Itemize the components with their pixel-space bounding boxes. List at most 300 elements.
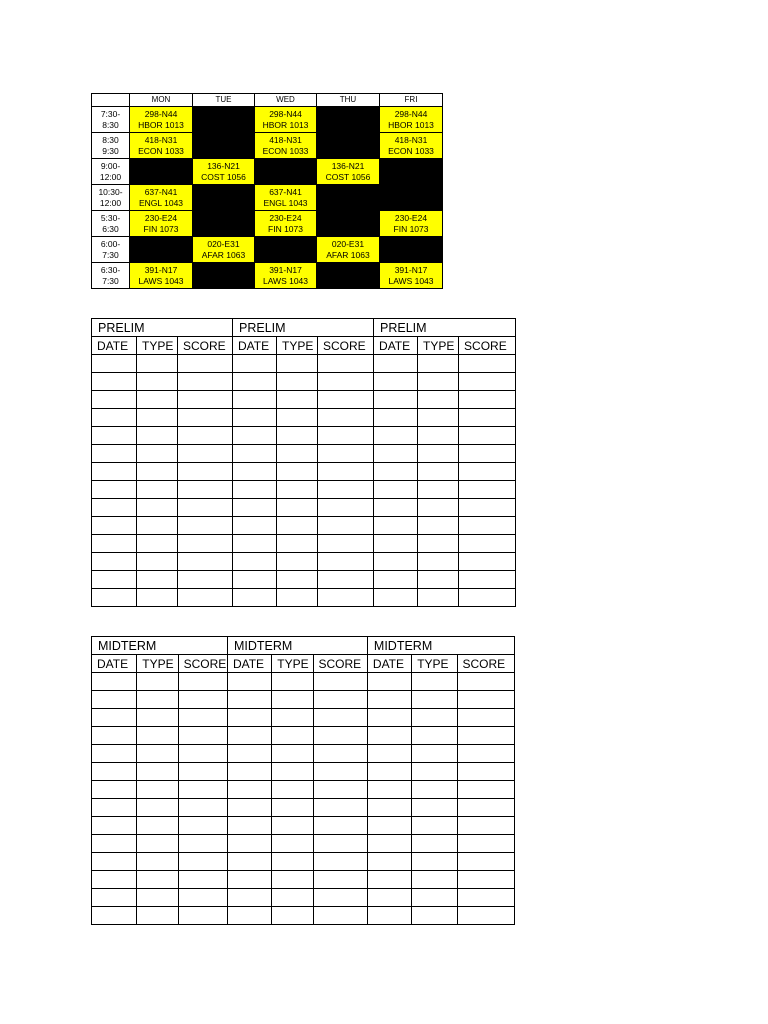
entry-cell: [227, 745, 271, 763]
midterm-entry-row: [92, 871, 515, 889]
entry-cell: [233, 445, 277, 463]
entry-cell: [318, 445, 374, 463]
class-section-code: 298-N44: [144, 108, 178, 119]
entry-cell: [418, 427, 459, 445]
entry-cell: [272, 835, 313, 853]
midterm-entry-row: [92, 745, 515, 763]
class-section-code: 298-N44: [394, 108, 428, 119]
entry-cell: [272, 889, 313, 907]
entry-cell: [178, 589, 233, 607]
entry-cell: [418, 391, 459, 409]
empty-slot-mon: [130, 159, 193, 185]
entry-cell: [374, 589, 418, 607]
entry-cell: [272, 817, 313, 835]
entry-cell: [227, 907, 271, 925]
time-slot-label: 12:00: [99, 171, 122, 182]
entry-cell: [412, 817, 457, 835]
day-header-tue: TUE: [193, 94, 255, 107]
class-course-code: COST 1056: [325, 171, 371, 182]
entry-cell: [367, 817, 411, 835]
entry-cell: [137, 373, 178, 391]
entry-cell: [178, 463, 233, 481]
prelim-entry-row: [92, 571, 516, 589]
entry-cell: [137, 781, 178, 799]
entry-cell: [318, 535, 374, 553]
entry-cell: [459, 481, 516, 499]
entry-cell: [459, 445, 516, 463]
class-cell-mon: [130, 263, 193, 289]
entry-cell: [233, 571, 277, 589]
day-header-fri: FRI: [380, 94, 443, 107]
entry-cell: [457, 709, 515, 727]
entry-cell: [367, 673, 411, 691]
entry-cell: [318, 427, 374, 445]
entry-cell: [412, 871, 457, 889]
entry-cell: [457, 817, 515, 835]
class-cell-wed: [255, 263, 317, 289]
entry-cell: [412, 781, 457, 799]
empty-slot-tue: [193, 107, 255, 133]
entry-cell: [318, 589, 374, 607]
entry-cell: [367, 889, 411, 907]
entry-cell: [178, 355, 233, 373]
entry-cell: [374, 409, 418, 427]
entry-cell: [92, 589, 137, 607]
class-cell-fri: [380, 107, 443, 133]
entry-cell: [178, 517, 233, 535]
class-section-code: 637-N41: [269, 186, 302, 197]
class-course-code: FIN 1073: [143, 223, 179, 234]
schedule-row: [92, 211, 443, 237]
entry-cell: [137, 763, 178, 781]
entry-cell: [92, 481, 137, 499]
class-course-code: LAWS 1043: [138, 275, 184, 286]
entry-cell: [233, 463, 277, 481]
entry-cell: [412, 691, 457, 709]
entry-cell: [178, 499, 233, 517]
entry-cell: [137, 463, 178, 481]
entry-cell: [227, 817, 271, 835]
entry-cell: [227, 781, 271, 799]
entry-cell: [367, 835, 411, 853]
class-cell-fri: [380, 263, 443, 289]
class-cell-thu: [317, 159, 380, 185]
entry-cell: [137, 853, 178, 871]
entry-cell: [412, 673, 457, 691]
entry-cell: [233, 427, 277, 445]
prelim-column-header-row: [92, 337, 516, 355]
time-slot-cell: [92, 263, 130, 289]
entry-cell: [272, 799, 313, 817]
class-section-code: 418-N31: [269, 134, 302, 145]
midterm-entry-row: [92, 781, 515, 799]
entry-cell: [374, 553, 418, 571]
entry-cell: [92, 535, 137, 553]
time-slot-label: 9:00-: [100, 160, 121, 171]
entry-cell: [233, 535, 277, 553]
entry-cell: [412, 709, 457, 727]
entry-cell: [367, 727, 411, 745]
entry-cell: [227, 889, 271, 907]
prelim-grades-table: [91, 318, 516, 607]
class-course-code: COST 1056: [201, 171, 246, 182]
entry-cell: [272, 871, 313, 889]
class-course-code: HBOR 1013: [262, 119, 309, 130]
entry-cell: [313, 871, 367, 889]
entry-cell: [367, 691, 411, 709]
entry-cell: [412, 889, 457, 907]
midterm-entry-row: [92, 835, 515, 853]
entry-cell: [459, 499, 516, 517]
empty-slot-wed: [255, 159, 317, 185]
entry-cell: [418, 517, 459, 535]
entry-cell: [178, 709, 227, 727]
empty-slot-tue: [193, 211, 255, 237]
entry-cell: [318, 499, 374, 517]
entry-cell: [272, 673, 313, 691]
time-slot-cell: [92, 211, 130, 237]
midterm-entry-row: [92, 763, 515, 781]
class-cell-mon: [130, 211, 193, 237]
time-slot-label: 6:30-: [100, 264, 121, 275]
day-header-wed: WED: [255, 94, 317, 107]
entry-cell: [227, 691, 271, 709]
schedule-row: [92, 237, 443, 263]
time-slot-label: 7:30-: [100, 108, 121, 119]
day-header-thu: THU: [317, 94, 380, 107]
entry-cell: [233, 373, 277, 391]
time-slot-cell: [92, 185, 130, 211]
entry-cell: [374, 571, 418, 589]
entry-cell: [137, 889, 178, 907]
class-cell-tue: [193, 237, 255, 263]
entry-cell: [137, 553, 178, 571]
column-header-score: SCORE: [318, 337, 374, 355]
entry-cell: [418, 463, 459, 481]
entry-cell: [318, 355, 374, 373]
empty-slot-tue: [193, 133, 255, 159]
class-section-code: 391-N17: [269, 264, 302, 275]
entry-cell: [233, 499, 277, 517]
entry-cell: [178, 853, 227, 871]
midterm-grades-table: [91, 636, 515, 925]
entry-cell: [412, 799, 457, 817]
entry-cell: [374, 517, 418, 535]
entry-cell: [92, 553, 137, 571]
entry-cell: [277, 535, 318, 553]
entry-cell: [459, 553, 516, 571]
entry-cell: [374, 427, 418, 445]
entry-cell: [459, 571, 516, 589]
day-header-mon: MON: [130, 94, 193, 107]
entry-cell: [374, 391, 418, 409]
entry-cell: [374, 445, 418, 463]
entry-cell: [412, 853, 457, 871]
entry-cell: [227, 709, 271, 727]
entry-cell: [277, 463, 318, 481]
column-header-type: TYPE: [272, 655, 313, 673]
entry-cell: [137, 445, 178, 463]
column-header-score: SCORE: [178, 337, 233, 355]
class-section-code: 637-N41: [144, 186, 178, 197]
entry-cell: [318, 373, 374, 391]
entry-cell: [178, 535, 233, 553]
midterm-entry-row: [92, 727, 515, 745]
entry-cell: [137, 745, 178, 763]
entry-cell: [367, 781, 411, 799]
entry-cell: [313, 799, 367, 817]
entry-cell: [418, 355, 459, 373]
midterm-section-row: [92, 637, 515, 655]
entry-cell: [313, 763, 367, 781]
time-slot-label: 7:30: [102, 275, 119, 286]
prelim-entry-row: [92, 517, 516, 535]
entry-cell: [272, 781, 313, 799]
entry-cell: [318, 571, 374, 589]
prelim-entry-row: [92, 355, 516, 373]
time-slot-label: 8:30: [102, 119, 119, 130]
column-header-score: SCORE: [313, 655, 367, 673]
entry-cell: [137, 571, 178, 589]
entry-cell: [92, 499, 137, 517]
class-cell-fri: [380, 211, 443, 237]
entry-cell: [313, 907, 367, 925]
midterm-entry-row: [92, 691, 515, 709]
entry-cell: [367, 763, 411, 781]
entry-cell: [178, 571, 233, 589]
column-header-date: DATE: [92, 337, 137, 355]
schedule-row: [92, 159, 443, 185]
entry-cell: [227, 799, 271, 817]
midterm-section-label: MIDTERM: [227, 637, 367, 655]
time-slot-label: 5:30-: [100, 212, 121, 223]
entry-cell: [137, 355, 178, 373]
entry-cell: [459, 517, 516, 535]
entry-cell: [272, 745, 313, 763]
column-header-date: DATE: [374, 337, 418, 355]
entry-cell: [457, 691, 515, 709]
entry-cell: [313, 853, 367, 871]
entry-cell: [178, 409, 233, 427]
entry-cell: [418, 409, 459, 427]
entry-cell: [313, 709, 367, 727]
entry-cell: [412, 727, 457, 745]
time-slot-cell: [92, 159, 130, 185]
class-course-code: LAWS 1043: [388, 275, 434, 286]
entry-cell: [459, 373, 516, 391]
entry-cell: [272, 727, 313, 745]
entry-cell: [277, 355, 318, 373]
entry-cell: [92, 907, 137, 925]
entry-cell: [178, 871, 227, 889]
entry-cell: [137, 871, 178, 889]
entry-cell: [457, 673, 515, 691]
class-section-code: 230-E24: [144, 212, 178, 223]
time-slot-label: 9:30: [102, 145, 119, 156]
midterm-section-label: MIDTERM: [367, 637, 514, 655]
class-cell-mon: [130, 185, 193, 211]
empty-slot-thu: [317, 133, 380, 159]
class-course-code: ECON 1033: [138, 145, 184, 156]
entry-cell: [178, 445, 233, 463]
entry-cell: [137, 481, 178, 499]
entry-cell: [178, 817, 227, 835]
entry-cell: [367, 709, 411, 727]
entry-cell: [459, 463, 516, 481]
column-header-date: DATE: [233, 337, 277, 355]
class-section-code: 418-N31: [394, 134, 428, 145]
prelim-entry-row: [92, 535, 516, 553]
entry-cell: [277, 571, 318, 589]
column-header-type: TYPE: [412, 655, 457, 673]
entry-cell: [137, 691, 178, 709]
schedule-corner-cell: [92, 94, 130, 107]
entry-cell: [92, 409, 137, 427]
entry-cell: [92, 571, 137, 589]
entry-cell: [178, 889, 227, 907]
entry-cell: [178, 727, 227, 745]
entry-cell: [178, 391, 233, 409]
entry-cell: [137, 817, 178, 835]
class-cell-wed: [255, 133, 317, 159]
class-course-code: FIN 1073: [393, 223, 429, 234]
class-course-code: ECON 1033: [388, 145, 434, 156]
class-section-code: 020-E31: [207, 238, 240, 249]
time-slot-cell: [92, 237, 130, 263]
entry-cell: [92, 817, 137, 835]
class-section-code: 136-N21: [331, 160, 365, 171]
entry-cell: [313, 691, 367, 709]
prelim-entry-row: [92, 589, 516, 607]
entry-cell: [137, 517, 178, 535]
entry-cell: [412, 907, 457, 925]
class-section-code: 391-N17: [394, 264, 428, 275]
entry-cell: [178, 907, 227, 925]
empty-slot-fri: [380, 159, 443, 185]
entry-cell: [92, 835, 137, 853]
entry-cell: [313, 817, 367, 835]
schedule-row: [92, 263, 443, 289]
class-course-code: ENGL 1043: [138, 197, 184, 208]
class-course-code: AFAR 1063: [201, 249, 246, 260]
entry-cell: [457, 871, 515, 889]
entry-cell: [92, 781, 137, 799]
entry-cell: [233, 517, 277, 535]
prelim-entry-row: [92, 373, 516, 391]
class-cell-mon: [130, 107, 193, 133]
column-header-date: DATE: [92, 655, 137, 673]
entry-cell: [313, 835, 367, 853]
class-section-code: 230-E24: [269, 212, 302, 223]
entry-cell: [374, 499, 418, 517]
entry-cell: [457, 799, 515, 817]
class-course-code: LAWS 1043: [262, 275, 309, 286]
entry-cell: [272, 691, 313, 709]
entry-cell: [92, 391, 137, 409]
entry-cell: [277, 373, 318, 391]
entry-cell: [137, 907, 178, 925]
midterm-entry-row: [92, 889, 515, 907]
entry-cell: [272, 853, 313, 871]
class-section-code: 020-E31: [331, 238, 365, 249]
entry-cell: [457, 835, 515, 853]
entry-cell: [418, 535, 459, 553]
entry-cell: [313, 745, 367, 763]
entry-cell: [178, 673, 227, 691]
entry-cell: [367, 907, 411, 925]
entry-cell: [313, 727, 367, 745]
empty-slot-fri: [380, 185, 443, 211]
column-header-date: DATE: [227, 655, 271, 673]
time-slot-cell: [92, 133, 130, 159]
midterm-entry-row: [92, 709, 515, 727]
entry-cell: [227, 673, 271, 691]
entry-cell: [137, 535, 178, 553]
entry-cell: [233, 589, 277, 607]
prelim-section-label: PRELIM: [92, 319, 233, 337]
prelim-entry-row: [92, 445, 516, 463]
empty-slot-fri: [380, 237, 443, 263]
entry-cell: [92, 871, 137, 889]
entry-cell: [92, 799, 137, 817]
entry-cell: [412, 763, 457, 781]
entry-cell: [272, 709, 313, 727]
entry-cell: [459, 427, 516, 445]
entry-cell: [92, 445, 137, 463]
entry-cell: [457, 781, 515, 799]
time-slot-label: 6:00-: [100, 238, 121, 249]
entry-cell: [418, 553, 459, 571]
entry-cell: [92, 745, 137, 763]
entry-cell: [92, 517, 137, 535]
entry-cell: [137, 727, 178, 745]
entry-cell: [227, 763, 271, 781]
column-header-type: TYPE: [418, 337, 459, 355]
entry-cell: [137, 589, 178, 607]
empty-slot-tue: [193, 185, 255, 211]
entry-cell: [277, 589, 318, 607]
time-slot-label: 10:30-: [98, 186, 123, 197]
prelim-section-label: PRELIM: [374, 319, 516, 337]
entry-cell: [92, 709, 137, 727]
entry-cell: [178, 481, 233, 499]
midterm-column-header-row: [92, 655, 515, 673]
entry-cell: [92, 763, 137, 781]
entry-cell: [227, 835, 271, 853]
class-cell-wed: [255, 211, 317, 237]
entry-cell: [233, 355, 277, 373]
entry-cell: [92, 463, 137, 481]
entry-cell: [277, 445, 318, 463]
class-cell-fri: [380, 133, 443, 159]
entry-cell: [374, 463, 418, 481]
entry-cell: [178, 373, 233, 391]
entry-cell: [92, 673, 137, 691]
entry-cell: [277, 481, 318, 499]
entry-cell: [137, 499, 178, 517]
entry-cell: [92, 889, 137, 907]
entry-cell: [137, 799, 178, 817]
class-course-code: HBOR 1013: [388, 119, 434, 130]
entry-cell: [367, 745, 411, 763]
column-header-score: SCORE: [178, 655, 227, 673]
class-cell-wed: [255, 185, 317, 211]
entry-cell: [412, 745, 457, 763]
entry-cell: [313, 673, 367, 691]
entry-cell: [137, 709, 178, 727]
entry-cell: [178, 427, 233, 445]
entry-cell: [178, 799, 227, 817]
